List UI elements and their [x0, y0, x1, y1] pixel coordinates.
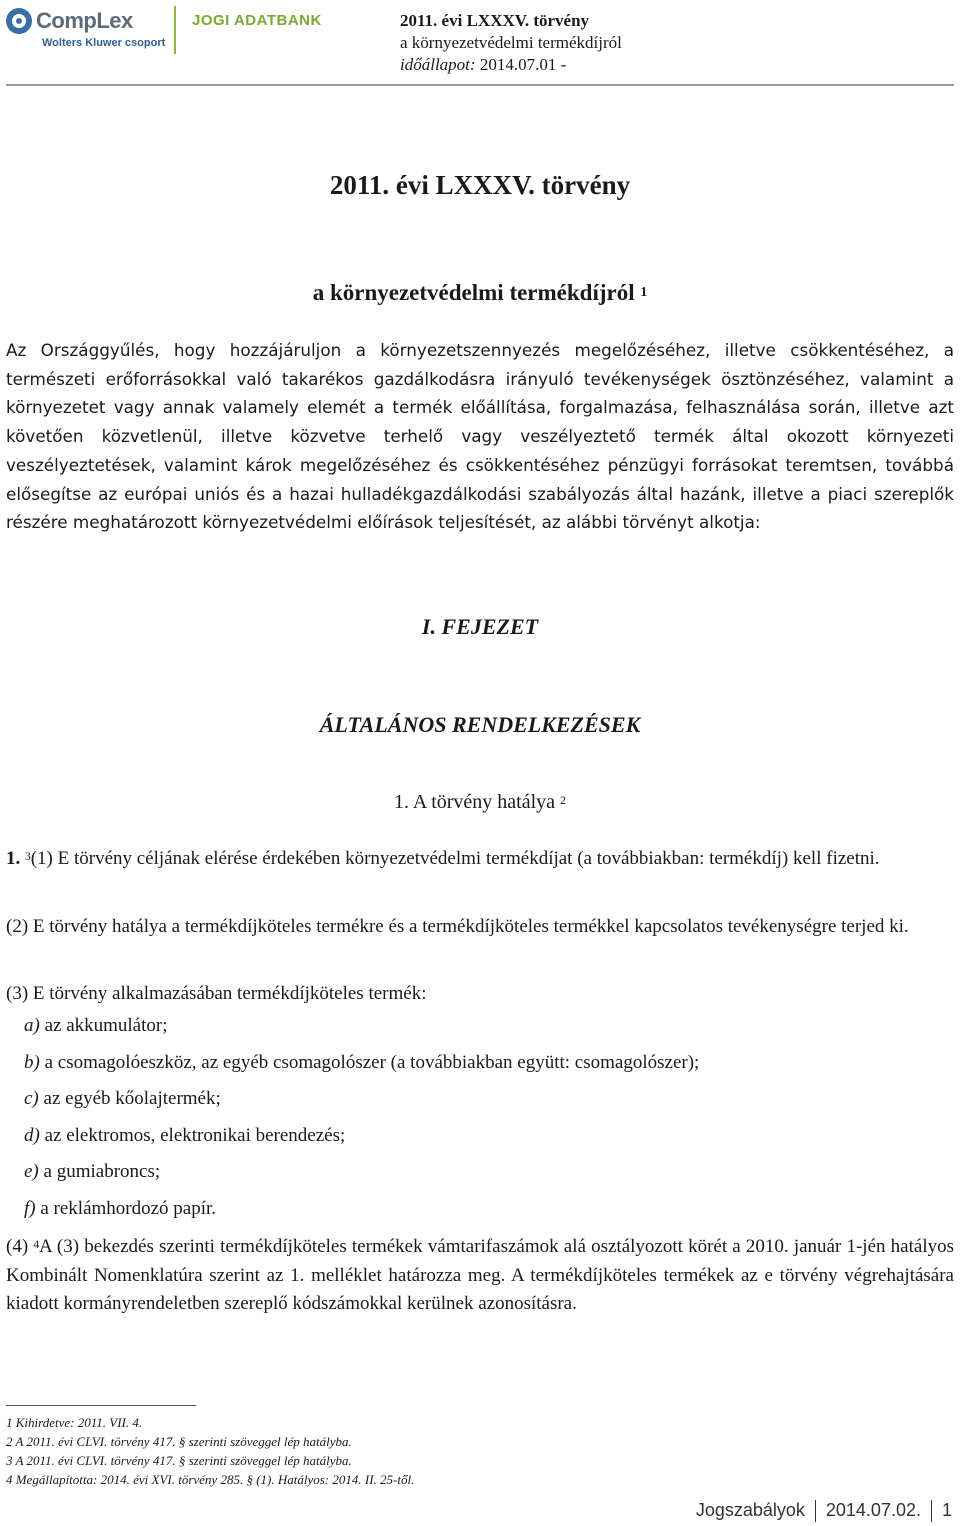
footer-page-number: 1	[941, 1500, 952, 1520]
paragraph-4-number: (4)	[6, 1236, 29, 1257]
list-item-letter: a)	[24, 1015, 40, 1036]
header-law-subject: a környezetvédelmi termékdíjról	[400, 33, 622, 52]
complex-emblem-icon	[6, 8, 32, 34]
footnotes	[6, 1413, 954, 1489]
complex-logo-name: CompLex	[36, 8, 133, 33]
page-footer	[696, 1500, 952, 1522]
list-item	[24, 1195, 954, 1232]
footer-separator	[931, 1500, 932, 1522]
paragraph-4-text: A (3) bekezdés szerinti termékdíjköteles termékek vámtarifaszámok alá osztályozott körét a 2010. január 1-jén hatályos Kombinált Nomenklatúra szerint az 1. melléklet határozza meg. A termékdíjköteles termékek az e törvény végrehajtására kiadott kormányrendeletben szereplő kódszámokkal kerülnek azonosításra.	[6, 1236, 955, 1314]
list-item-letter: e)	[24, 1161, 39, 1182]
footnote-ref-2[interactable]: 2	[560, 793, 567, 807]
logo-divider	[174, 6, 176, 54]
footnote-item: 4 Megállapította: 2014. évi XVI. törvény 285. § (1). Hatályos: 2014. II. 25-től.	[6, 1472, 415, 1487]
header-info	[400, 10, 622, 76]
document-subtitle	[0, 280, 960, 306]
list-item-letter: b)	[24, 1051, 40, 1073]
list-item-letter: c)	[24, 1088, 39, 1109]
footer-source: Jogszabályok	[695, 1500, 805, 1520]
product-list	[24, 1012, 954, 1231]
list-item-letter: d)	[24, 1124, 40, 1146]
footer-date: 2014.07.02.	[825, 1500, 921, 1520]
list-item	[24, 1049, 954, 1086]
header-state-value: 2014.07.01 -	[479, 55, 567, 74]
footnote-item: 3 A 2011. évi CLVI. törvény 417. § szerinti szöveggel lép hatályba.	[6, 1453, 352, 1468]
paragraph-1-number: 1.	[6, 848, 21, 869]
section-title	[0, 791, 960, 814]
preamble: Az Országgyűlés, hogy hozzájáruljon a környezetszennyezés megelőzéséhez, illetve csökkentéséhez, a természeti erőforrásokkal való takarékos gazdálkodásra irányuló tevékenységek ösztönzéséhez, valamint a környezetet vagy annak valamely elemét a termék előállítása, forgalmazása, felhasználása során, illetve azt követően közvetlenül, illetve közvetve terhelő vagy veszélyeztető termék által okozott környezeti veszélyeztetések, valamint károk megelőzéséhez és csökkentéséhez pénzügyi forrásokat teremtsen, továbbá elősegítse az európai uniós és a hazai hulladékgazdálkodási szabályozás által hazánk, illetve a piaci szereplők részére meghatározott környezetvédelmi előírások teljesítését, az alábbi törvényt alkotja:	[6, 340, 954, 533]
complex-logo-subtitle: Wolters Kluwer csoport	[42, 37, 166, 49]
header-divider	[6, 84, 954, 86]
complex-logo	[6, 6, 166, 50]
list-item-text: az elektromos, elektronikai berendezés;	[44, 1124, 346, 1146]
paragraph-1-text: (1) E törvény céljának elérése érdekében környezetvédelmi termékdíjat (a továbbiakban: termékdíj) kell fizetni.	[30, 848, 880, 869]
list-item-text: a csomagolóeszköz, az egyéb csomagolószer (a továbbiakban együtt: csomagolószer);	[44, 1051, 700, 1073]
section-title-text: 1. A törvény hatálya	[393, 791, 556, 813]
list-item	[24, 1085, 954, 1122]
list-item-letter: f)	[24, 1197, 36, 1219]
paragraph-3: (3) E törvény alkalmazásában termékdíjköteles termék:	[6, 983, 427, 1004]
footnote-ref-1[interactable]: 1	[640, 284, 648, 299]
footnote-divider	[6, 1405, 196, 1406]
list-item	[24, 1122, 954, 1159]
paragraph-1	[6, 845, 954, 874]
jogi-adatbank-logo: JOGI ADATBANK	[192, 12, 322, 29]
list-item-text: a gumiabroncs;	[43, 1161, 161, 1182]
footer-separator	[815, 1500, 816, 1522]
paragraph-4	[6, 1233, 954, 1319]
list-item-text: az akkumulátor;	[44, 1015, 168, 1036]
chapter-heading: I. FEJEZET	[421, 614, 539, 639]
footnote-ref-4[interactable]: 4	[33, 1239, 40, 1251]
chapter-title: ÁLTALÁNOS RENDELKEZÉSEK	[319, 712, 641, 737]
footnote-ref-3[interactable]: 3	[25, 851, 31, 863]
list-item-text: az egyéb kőolajtermék;	[43, 1088, 221, 1109]
paragraph-2: (2) E törvény hatálya a termékdíjköteles termékre és a termékdíjköteles termékkel kapcsolatos tevékenységre terjed ki.	[6, 916, 909, 937]
document-subtitle-text: a környezetvédelmi termékdíjról	[312, 280, 635, 305]
footnote-item: 2 A 2011. évi CLVI. törvény 417. § szerinti szöveggel lép hatályba.	[6, 1434, 352, 1449]
list-item	[24, 1158, 954, 1195]
list-item	[24, 1012, 954, 1049]
page-header	[0, 0, 960, 95]
header-law-title: 2011. évi LXXXV. törvény	[400, 11, 590, 30]
document-title: 2011. évi LXXXV. törvény	[329, 170, 631, 200]
header-state-label: időállapot:	[400, 55, 476, 74]
footnote-item: 1 Kihirdetve: 2011. VII. 4.	[6, 1415, 143, 1430]
list-item-text: a reklámhordozó papír.	[40, 1197, 217, 1219]
